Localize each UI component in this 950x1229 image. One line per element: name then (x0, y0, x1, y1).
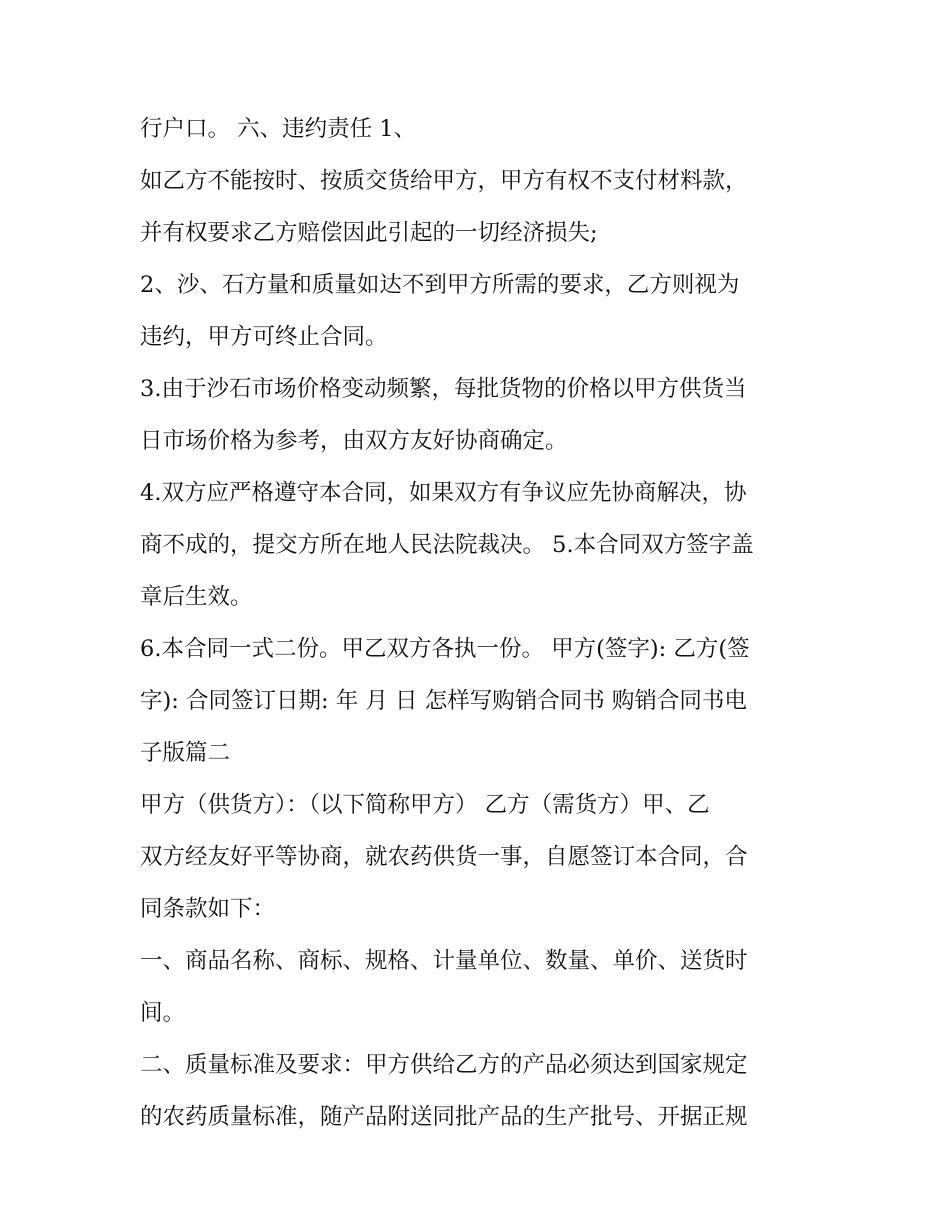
text-line: 违约，甲方可终止合同。 (140, 324, 388, 350)
text-line: 4.双方应严格遵守本合同，如果双方有争议应先协商解决，协 (140, 480, 747, 506)
text-line: 二、质量标准及要求：甲方供给乙方的产品必须达到国家规定 (140, 1052, 748, 1078)
text-line: 同条款如下： (140, 896, 276, 922)
document-body (140, 103, 820, 1143)
text-line: 如乙方不能按时、按质交货给甲方，甲方有权不支付材料款， (140, 168, 748, 194)
text-line: 子版篇二 (140, 740, 231, 766)
text-line: 3.由于沙石市场价格变动频繁，每批货物的价格以甲方供货当 (140, 376, 747, 402)
text-line: 6.本合同一式二份。甲乙双方各执一份。 甲方(签字): 乙方(签 (140, 636, 750, 662)
text-line: 甲方（供货方）：（以下简称甲方） 乙方（需货方）甲、乙 (140, 792, 710, 818)
text-line: 日市场价格为参考，由双方友好协商确定。 (140, 428, 568, 454)
text-line: 章后生效。 (140, 584, 253, 610)
text-line: 的农药质量标准，随产品附送同批产品的生产批号、开据正规 (140, 1104, 748, 1130)
text-line: 商不成的，提交方所在地人民法院裁决。 5.本合同双方签字盖 (140, 532, 754, 558)
text-line: 2、沙、石方量和质量如达不到甲方所需的要求，乙方则视为 (140, 272, 740, 298)
text-line: 并有权要求乙方赔偿因此引起的一切经济损失; (140, 220, 598, 246)
text-line: 字): 合同签订日期: 年 月 日 怎样写购销合同书 购销合同书电 (140, 688, 747, 714)
text-line: 行户口。 六、违约责任 1、 (140, 116, 417, 142)
text-line: 间。 (140, 1000, 186, 1026)
text-line: 双方经友好平等协商，就农药供货一事，自愿签订本合同，合 (140, 844, 748, 870)
text-line: 一、商品名称、商标、规格、计量单位、数量、单价、送货时 (140, 948, 748, 974)
